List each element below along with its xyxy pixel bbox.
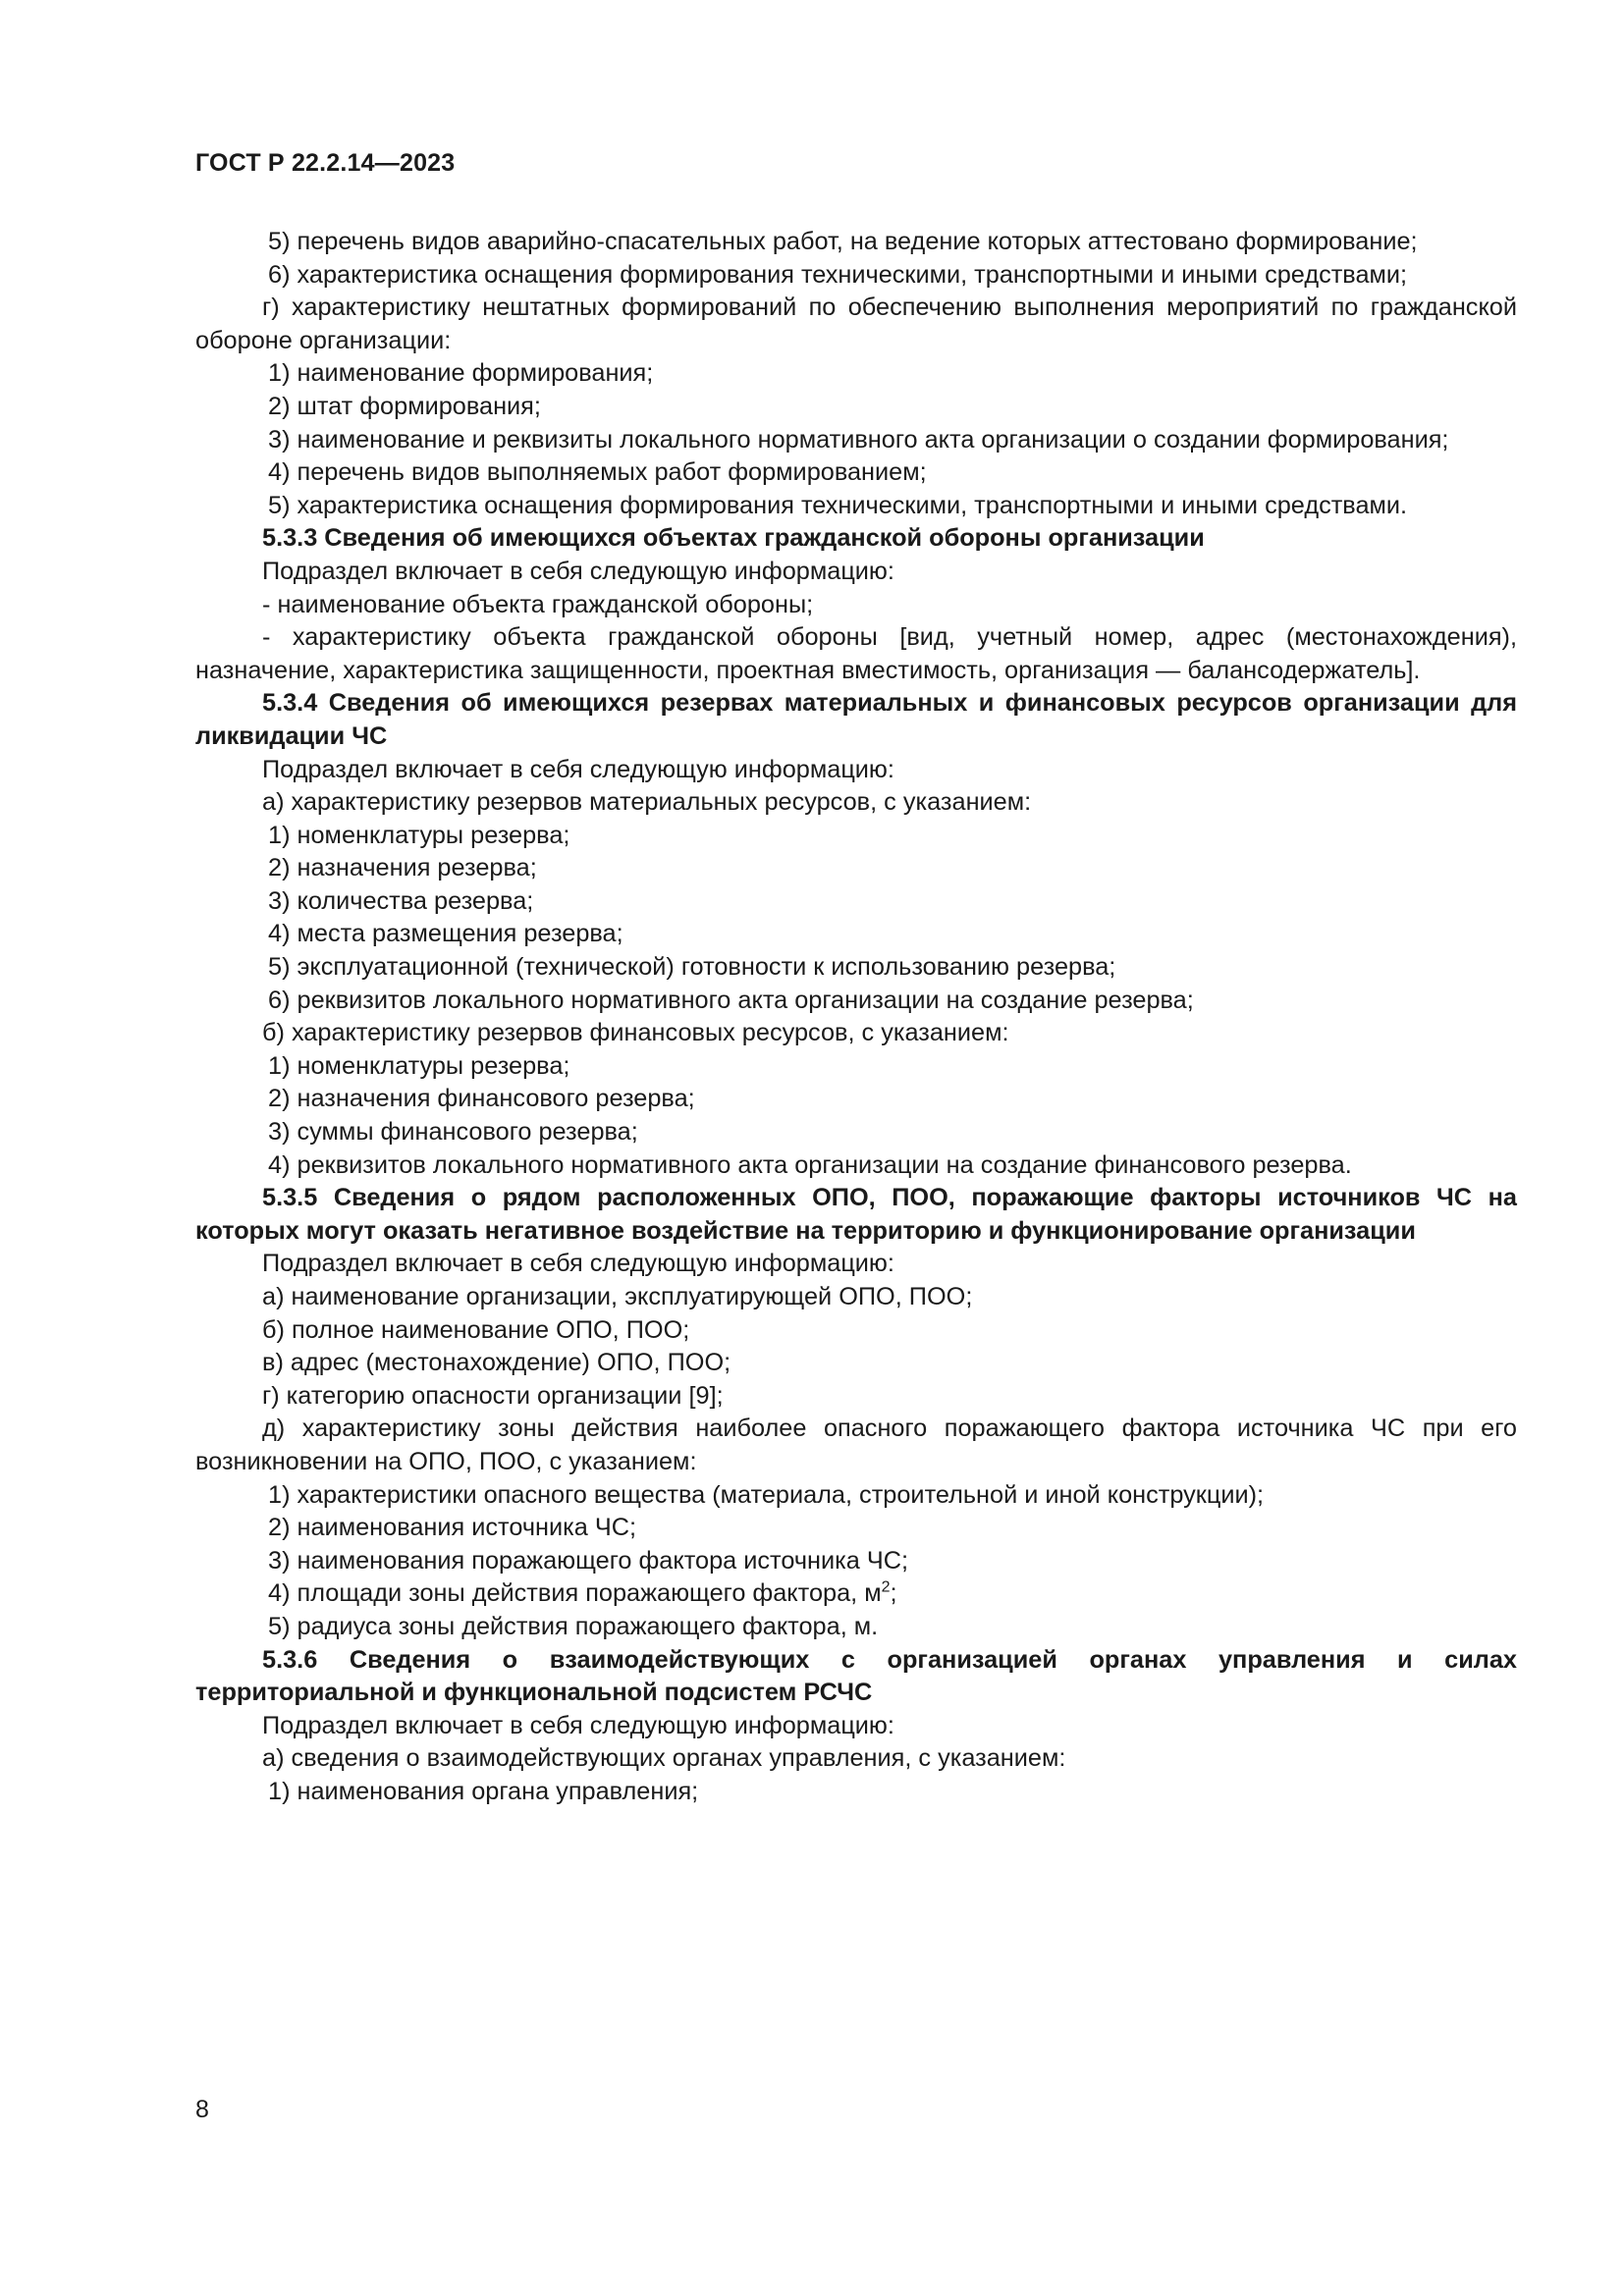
paragraph (195, 1380, 1517, 1414)
list-item (195, 1050, 1517, 1084)
line-text: 5.3.4 Сведения об имеющихся резервах материальных и финансовых ресурсов организации для ликвидации ЧС (195, 689, 1517, 750)
dash-item (195, 621, 1517, 687)
list-item (195, 1776, 1517, 1809)
paragraph (195, 1017, 1517, 1050)
list-item (195, 226, 1517, 259)
document-body (195, 226, 1517, 1809)
list-item (195, 1611, 1517, 1644)
list-item (195, 1545, 1517, 1578)
line-text: 2) штат формирования; (268, 392, 541, 420)
list-item (195, 820, 1517, 853)
line-text: 5.3.6 Сведения о взаимодействующих с организацией органах управления и силах территориальной и функциональной подсистем РСЧС (195, 1645, 1517, 1707)
list-item (195, 1116, 1517, 1149)
paragraph (195, 1710, 1517, 1743)
paragraph (195, 1413, 1517, 1478)
line-text: 2) назначения финансового резерва; (268, 1085, 695, 1113)
line-text: 3) наименование и реквизиты локального нормативного акта организации о создании формирования; (268, 425, 1449, 454)
paragraph (195, 754, 1517, 787)
line-text: 5) характеристика оснащения формирования техническими, транспортными и иными средствами. (268, 491, 1408, 519)
line-text: 5) радиуса зоны действия поражающего фактора, м. (268, 1612, 879, 1640)
line-text: а) характеристику резервов материальных ресурсов, с указанием: (262, 788, 1032, 817)
list-item (195, 424, 1517, 457)
line-text: 3) суммы финансового резерва; (268, 1118, 638, 1147)
line-text: 4) реквизитов локального нормативного акта организации на создание финансового резерва. (268, 1150, 1352, 1179)
line-text: 5) эксплуатационной (технической) готовности к использованию резерва; (268, 953, 1116, 982)
list-item (195, 951, 1517, 985)
line-text: 6) характеристика оснащения формирования техническими, транспортными и иными средствами; (268, 260, 1408, 289)
line-text: 1) характеристики опасного вещества (материала, строительной и иной конструкции); (268, 1480, 1265, 1509)
list-item (195, 885, 1517, 919)
line-text: Подраздел включает в себя следующую информацию: (262, 755, 894, 783)
section-heading (195, 1644, 1517, 1710)
line-text: 1) наименования органа управления; (268, 1777, 699, 1805)
paragraph (195, 1314, 1517, 1348)
list-item (195, 985, 1517, 1018)
line-text: 1) номенклатуры резерва; (268, 821, 570, 849)
list-item (195, 1479, 1517, 1513)
section-heading (195, 1182, 1517, 1248)
line-text: г) характеристику нештатных формирований по обеспечению выполнения мероприятий по гражданской обороне организации: (195, 294, 1517, 354)
line-text: а) сведения о взаимодействующих органах управления, с указанием: (262, 1744, 1066, 1773)
document-header: ГОСТ Р 22.2.14—2023 (195, 149, 456, 177)
line-text: б) полное наименование ОПО, ПОО; (262, 1315, 690, 1344)
line-text: 4) места размещения резерва; (268, 920, 623, 948)
line-text: в) адрес (местонахождение) ОПО, ПОО; (262, 1349, 731, 1377)
superscript: 2 (881, 1578, 891, 1596)
line-text: - характеристику объекта гражданской обороны [вид, учетный номер, адрес (местонахождения), назначение, характеристика защищенности, проектная вместимость, организация — балансодержатель]. (195, 623, 1517, 684)
line-text: 2) назначения резерва; (268, 854, 537, 882)
paragraph (195, 292, 1517, 357)
paragraph (195, 1742, 1517, 1776)
dash-item (195, 589, 1517, 622)
section-heading (195, 522, 1517, 556)
paragraph (195, 786, 1517, 820)
paragraph (195, 1248, 1517, 1281)
line-text: 5.3.5 Сведения о рядом расположенных ОПО, ПОО, поражающие факторы источников ЧС на которых могут оказать негативное воздействие на территорию и функционирование организации (195, 1184, 1517, 1245)
line-text: 5) перечень видов аварийно-спасательных работ, на ведение которых аттестовано формирование; (268, 228, 1418, 255)
paragraph (195, 556, 1517, 589)
line-text: а) наименование организации, эксплуатирующей ОПО, ПОО; (262, 1283, 973, 1310)
line-text: 4) перечень видов выполняемых работ формированием; (268, 458, 927, 487)
line-text: 1) наименование формирования; (268, 359, 654, 388)
list-item (195, 1083, 1517, 1116)
page-number: 8 (195, 2096, 209, 2123)
paragraph (195, 1281, 1517, 1314)
list-item (195, 456, 1517, 490)
line-tail: ; (890, 1579, 897, 1608)
line-text: 1) номенклатуры резерва; (268, 1051, 570, 1080)
line-text: Подраздел включает в себя следующую информацию: (262, 1711, 894, 1739)
line-text: д) характеристику зоны действия наиболее опасного поражающего фактора источника ЧС при его возникновении на ОПО, ПОО, с указанием: (195, 1415, 1517, 1475)
section-heading (195, 687, 1517, 753)
line-text: 2) наименования источника ЧС; (268, 1514, 636, 1542)
line-text: 5.3.3 Сведения об имеющихся объектах гражданской обороны организации (262, 524, 1205, 553)
list-item (195, 918, 1517, 951)
list-item (195, 391, 1517, 424)
list-item (195, 1149, 1517, 1183)
line-text: 3) наименования поражающего фактора источника ЧС; (268, 1546, 908, 1575)
line-text: Подраздел включает в себя следующую информацию: (262, 557, 894, 585)
list-item (195, 852, 1517, 885)
list-item (195, 1512, 1517, 1545)
line-text: 6) реквизитов локального нормативного акта организации на создание резерва; (268, 986, 1194, 1014)
list-item (195, 490, 1517, 523)
line-text: Подраздел включает в себя следующую информацию: (262, 1250, 894, 1278)
line-text: 4) площади зоны действия поражающего фактора, м (268, 1579, 882, 1608)
list-item (195, 259, 1517, 293)
line-text: 3) количества резерва; (268, 886, 534, 915)
list-item (195, 357, 1517, 391)
paragraph (195, 1347, 1517, 1380)
line-text: - наименование объекта гражданской обороны; (262, 590, 814, 618)
line-text: б) характеристику резервов финансовых ресурсов, с указанием: (262, 1019, 1009, 1047)
line-text: г) категорию опасности организации [9]; (262, 1381, 724, 1410)
list-item (195, 1577, 1517, 1611)
